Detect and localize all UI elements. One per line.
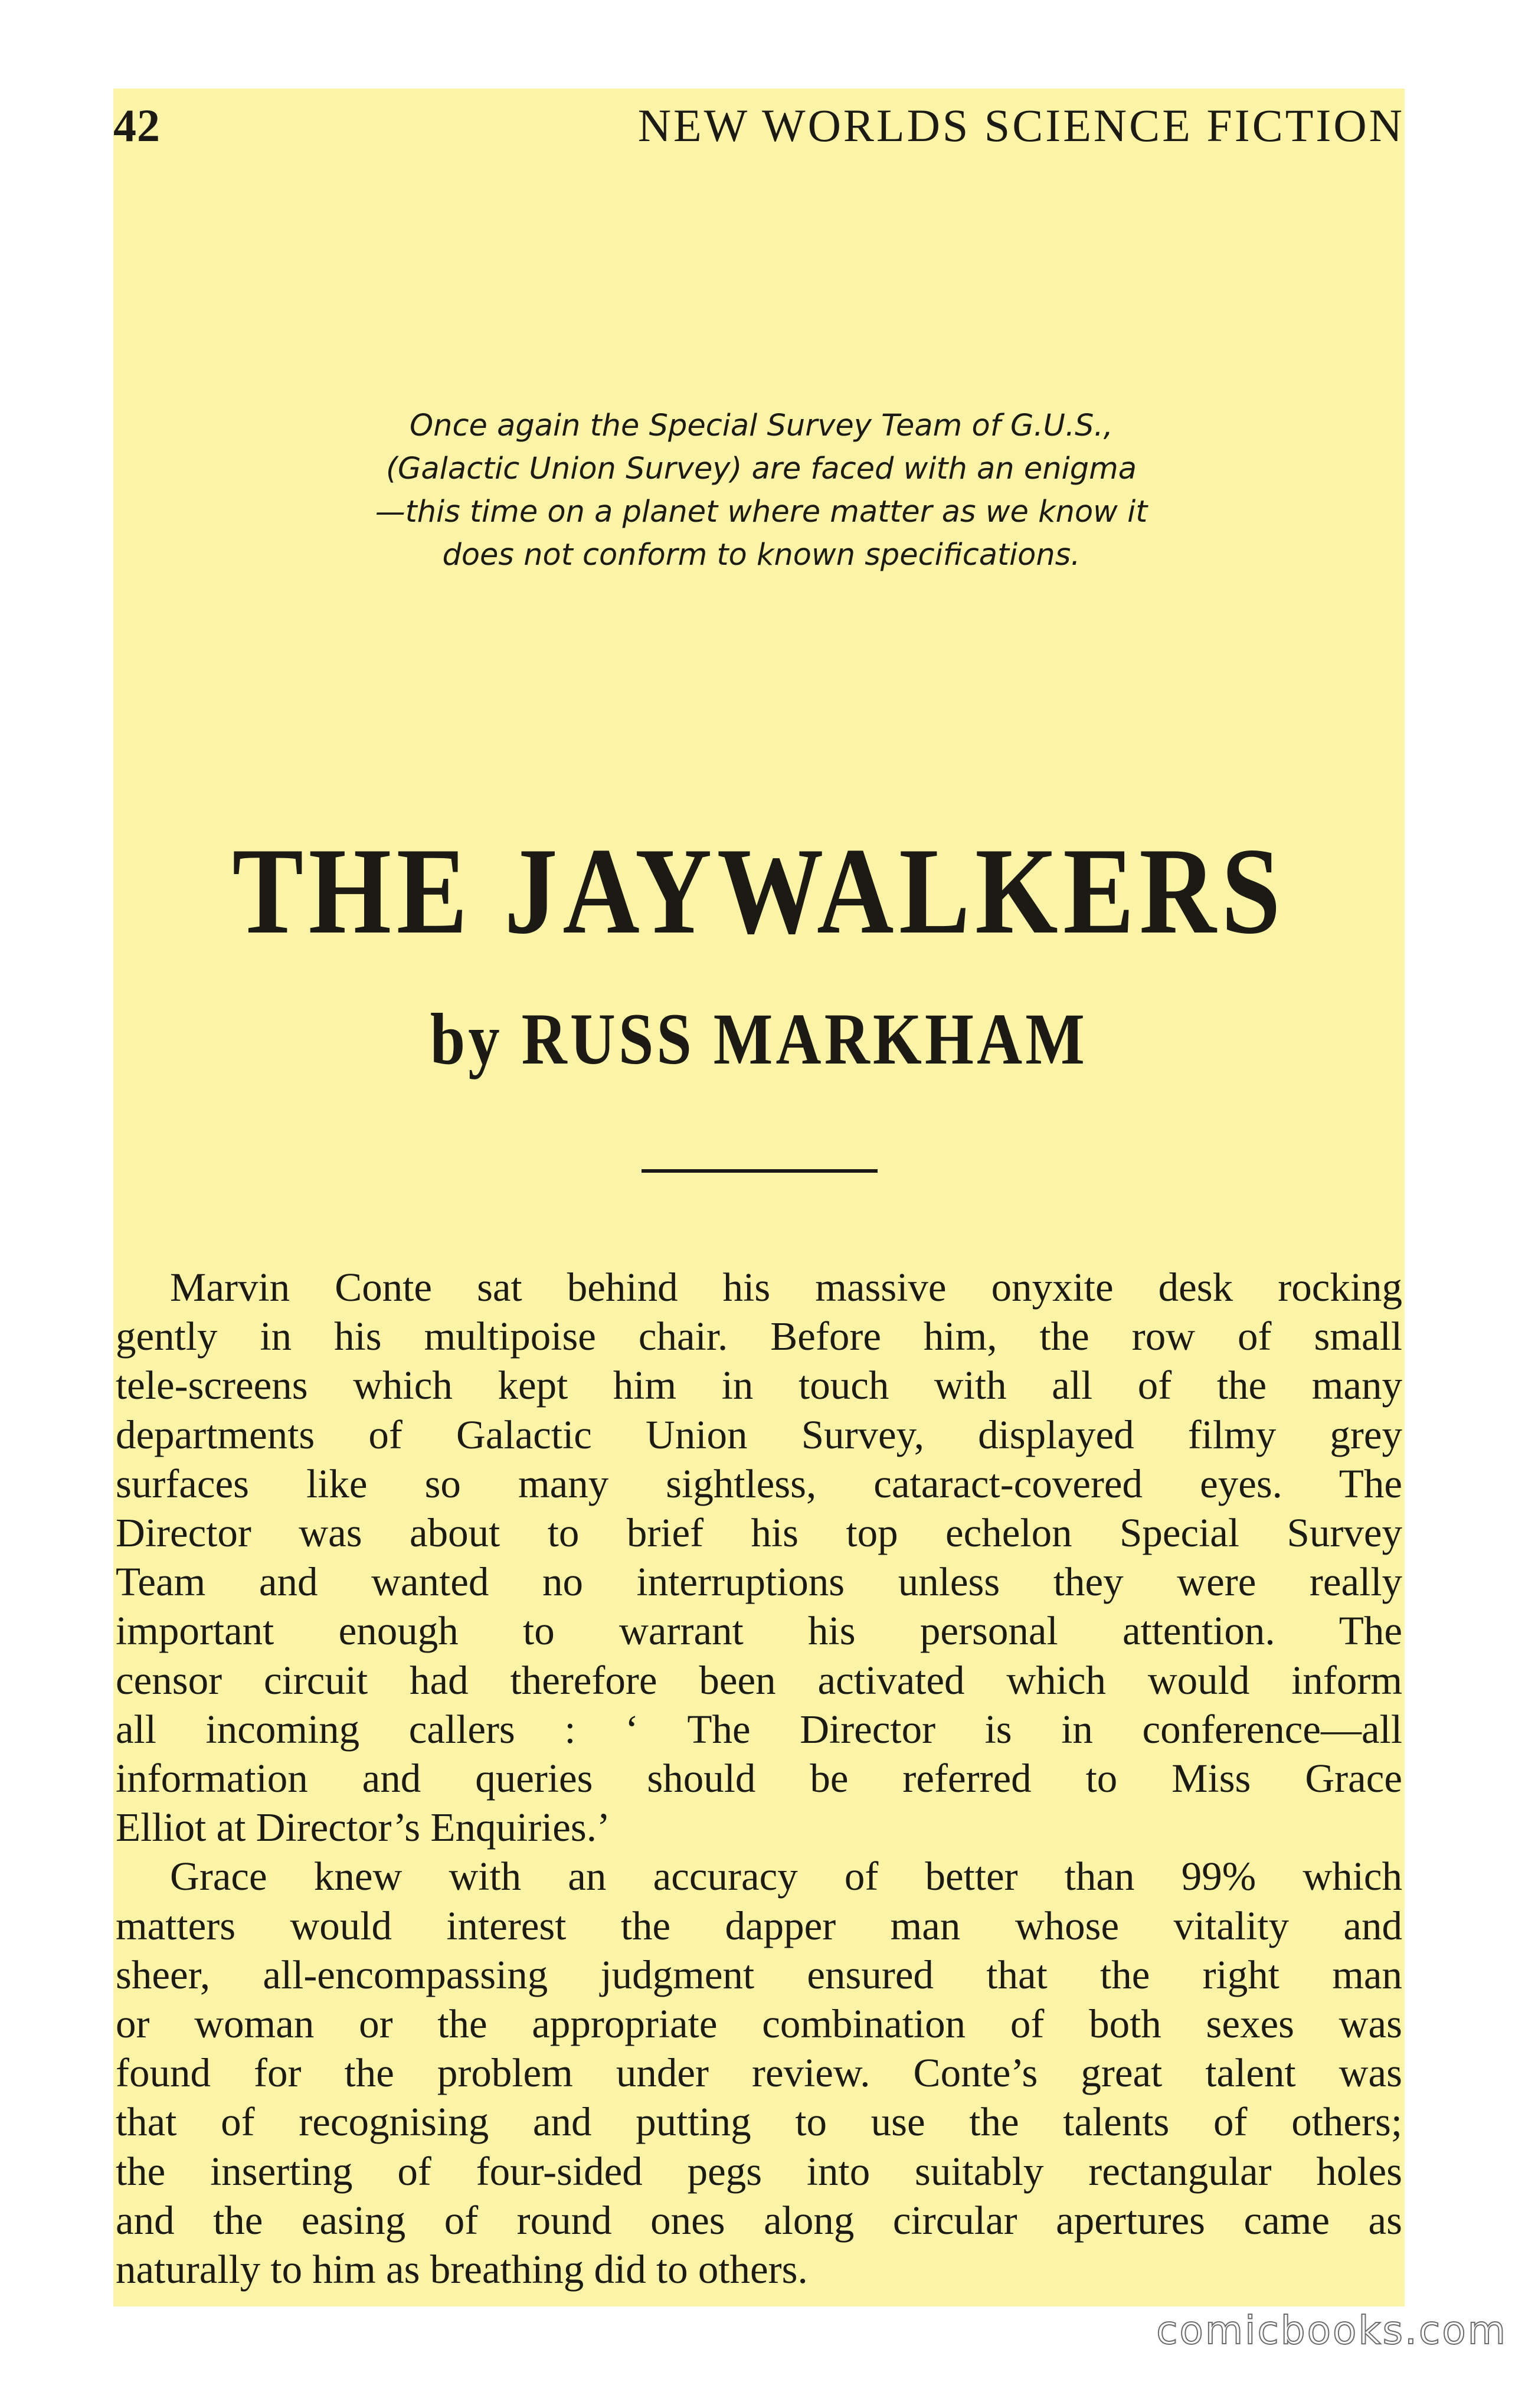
blurb-line: (Galactic Union Survey) are faced with an enigma: [385, 452, 1137, 486]
text-line: Elliot at Director’s Enquiries.’: [116, 1805, 611, 1850]
page-number: 42: [113, 100, 161, 151]
site-watermark: comicbooks.com: [1156, 2308, 1507, 2353]
text-line: censor circuit had therefore been activated which would inform: [116, 1657, 1402, 1703]
story-blurb: [330, 404, 1192, 577]
text-line: important enough to warrant his personal attention. The: [116, 1608, 1402, 1654]
text-line: the inserting of four-sided pegs into suitably rectangular holes: [116, 2148, 1402, 2194]
blurb-line: does not conform to known specifications.: [442, 538, 1081, 572]
title-divider: [642, 1169, 878, 1173]
text-line: matters would interest the dapper man whose vitality and: [116, 1903, 1402, 1948]
text-line: all incoming callers : ‘ The Director is in conference—all: [116, 1706, 1402, 1752]
text-line: surfaces like so many sightless, cataract-covered eyes. The: [116, 1461, 1402, 1506]
text-line: or woman or the appropriate combination of both sexes was: [116, 2001, 1402, 2047]
blurb-line: Once again the Special Survey Team of G.U.S.,: [410, 408, 1113, 443]
author-byline: by RUSS MARKHAM: [430, 999, 1088, 1079]
text-line: Director was about to brief his top echelon Special Survey: [116, 1510, 1402, 1556]
text-line: gently in his multipoise chair. Before him, the row of small: [116, 1314, 1402, 1359]
text-line: Marvin Conte sat behind his massive onyxite desk rocking: [170, 1265, 1402, 1310]
text-line: tele-screens which kept him in touch with all of the many: [116, 1363, 1402, 1408]
text-line: and the easing of round ones along circular apertures came as: [116, 2197, 1402, 2243]
paragraph-2: [116, 1852, 1402, 2294]
text-line: sheer, all-encompassing judgment ensured that the right man: [116, 1952, 1402, 1997]
story-title: THE JAYWALKERS: [232, 823, 1286, 960]
running-head: [113, 99, 1405, 164]
blurb-line: —this time on a planet where matter as we know it: [375, 495, 1148, 529]
text-line: naturally to him as breathing did to others.: [116, 2247, 808, 2292]
paragraph-1: [116, 1263, 1402, 1852]
story-body: [116, 1263, 1402, 2294]
text-line: Grace knew with an accuracy of better than 99% which: [170, 1854, 1402, 1899]
text-line: departments of Galactic Union Survey, displayed filmy grey: [116, 1412, 1402, 1457]
text-line: information and queries should be referred to Miss Grace: [116, 1756, 1402, 1801]
running-title: NEW WORLDS SCIENCE FICTION: [637, 100, 1405, 151]
text-line: found for the problem under review. Conte’s great talent was: [116, 2050, 1402, 2096]
text-line: that of recognising and putting to use the talents of others;: [116, 2099, 1402, 2145]
text-line: Team and wanted no interruptions unless they were really: [116, 1559, 1402, 1605]
